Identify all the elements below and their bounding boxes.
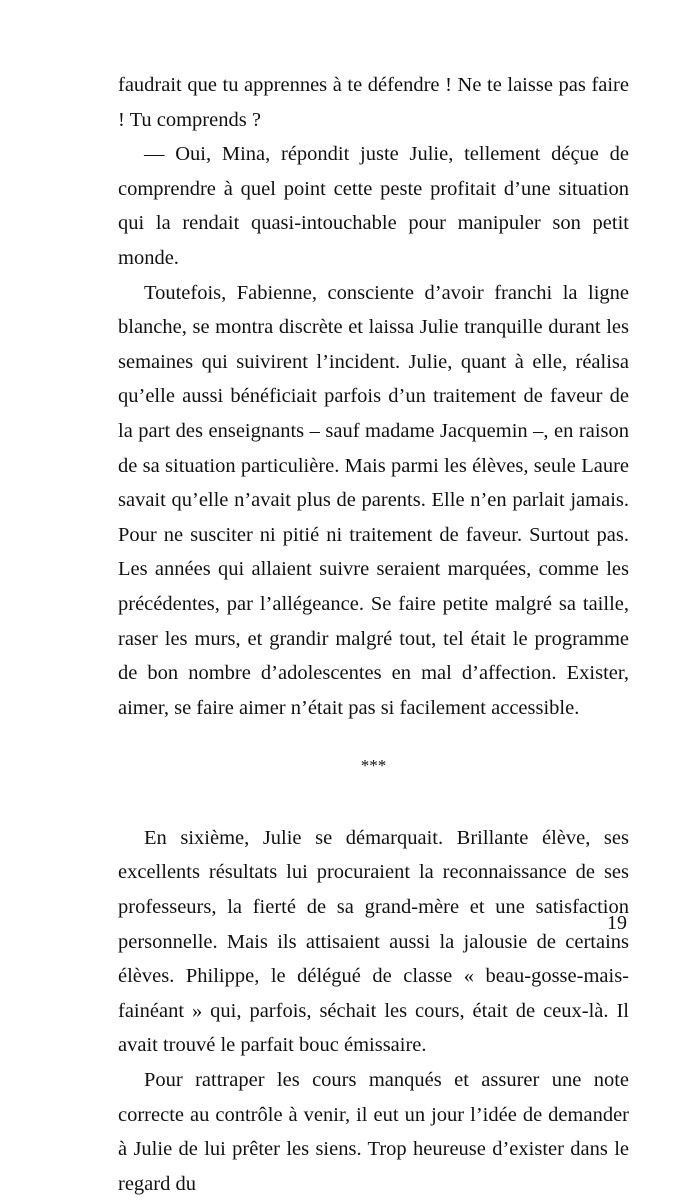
paragraph-continued: faudrait que tu apprennes à te défendre ! Ne te laisse pas faire ! Tu comprends ? — [118, 74, 629, 131]
page-body — [118, 68, 629, 1201]
paragraph: Toutefois, Fabienne, consciente d’avoir franchi la ligne blanche, se montra discrète et laissa Julie tranquille durant les semaines qui suivirent l’incident. Julie, quant à elle, réalisa qu’elle aussi bénéficiait parfois d’un traitement de faveur de la part des enseignants – sauf madame Jacquemin –, en raison de sa situation particulière. Mais parmi les élèves, seule Laure savait qu’elle n’avait plus de parents. Elle n’en parlait jamais. Pour ne susciter ni pitié ni traitement de faveur. Surtout pas. Les années qui allaient suivre seraient marquées, comme les précédentes, par l’allégeance. Se faire petite malgré sa taille, raser les murs, et grandir malgré tout, tel était le programme de bon nombre d’adolescentes en mal d’affection. Exister, aimer, se faire aimer n’était pas si facilement accessible. — [118, 281, 629, 719]
paragraph: En sixième, Julie se démarquait. Brillante élève, ses excellents résultats lui procuraient la reconnaissance de ses professeurs, la fierté de sa grand-mère et une satisfaction personnelle. Mais ils attisaient aussi la jalousie de certains élèves. Philippe, le délégué de classe « beau-gosse-mais-fainéant » qui, parfois, séchait les cours, était de ceux-là. Il avait trouvé le parfait bouc émissaire. — [118, 826, 629, 1057]
paragraph: Pour rattraper les cours manqués et assurer une note correcte au contrôle à venir, il eut un jour l’idée de demander à Julie de lui prêter les siens. Trop heureuse d’exister dans le regard du — [118, 1069, 629, 1195]
paragraph-dialogue: — Oui, Mina, répondit juste Julie, tellement déçue de comprendre à quel point cette peste profitait d’une situation qui la rendait quasi-intouchable pour manipuler son petit monde. — [118, 143, 629, 269]
page-number: 19 — [607, 912, 627, 934]
section-separator: *** — [360, 756, 387, 776]
